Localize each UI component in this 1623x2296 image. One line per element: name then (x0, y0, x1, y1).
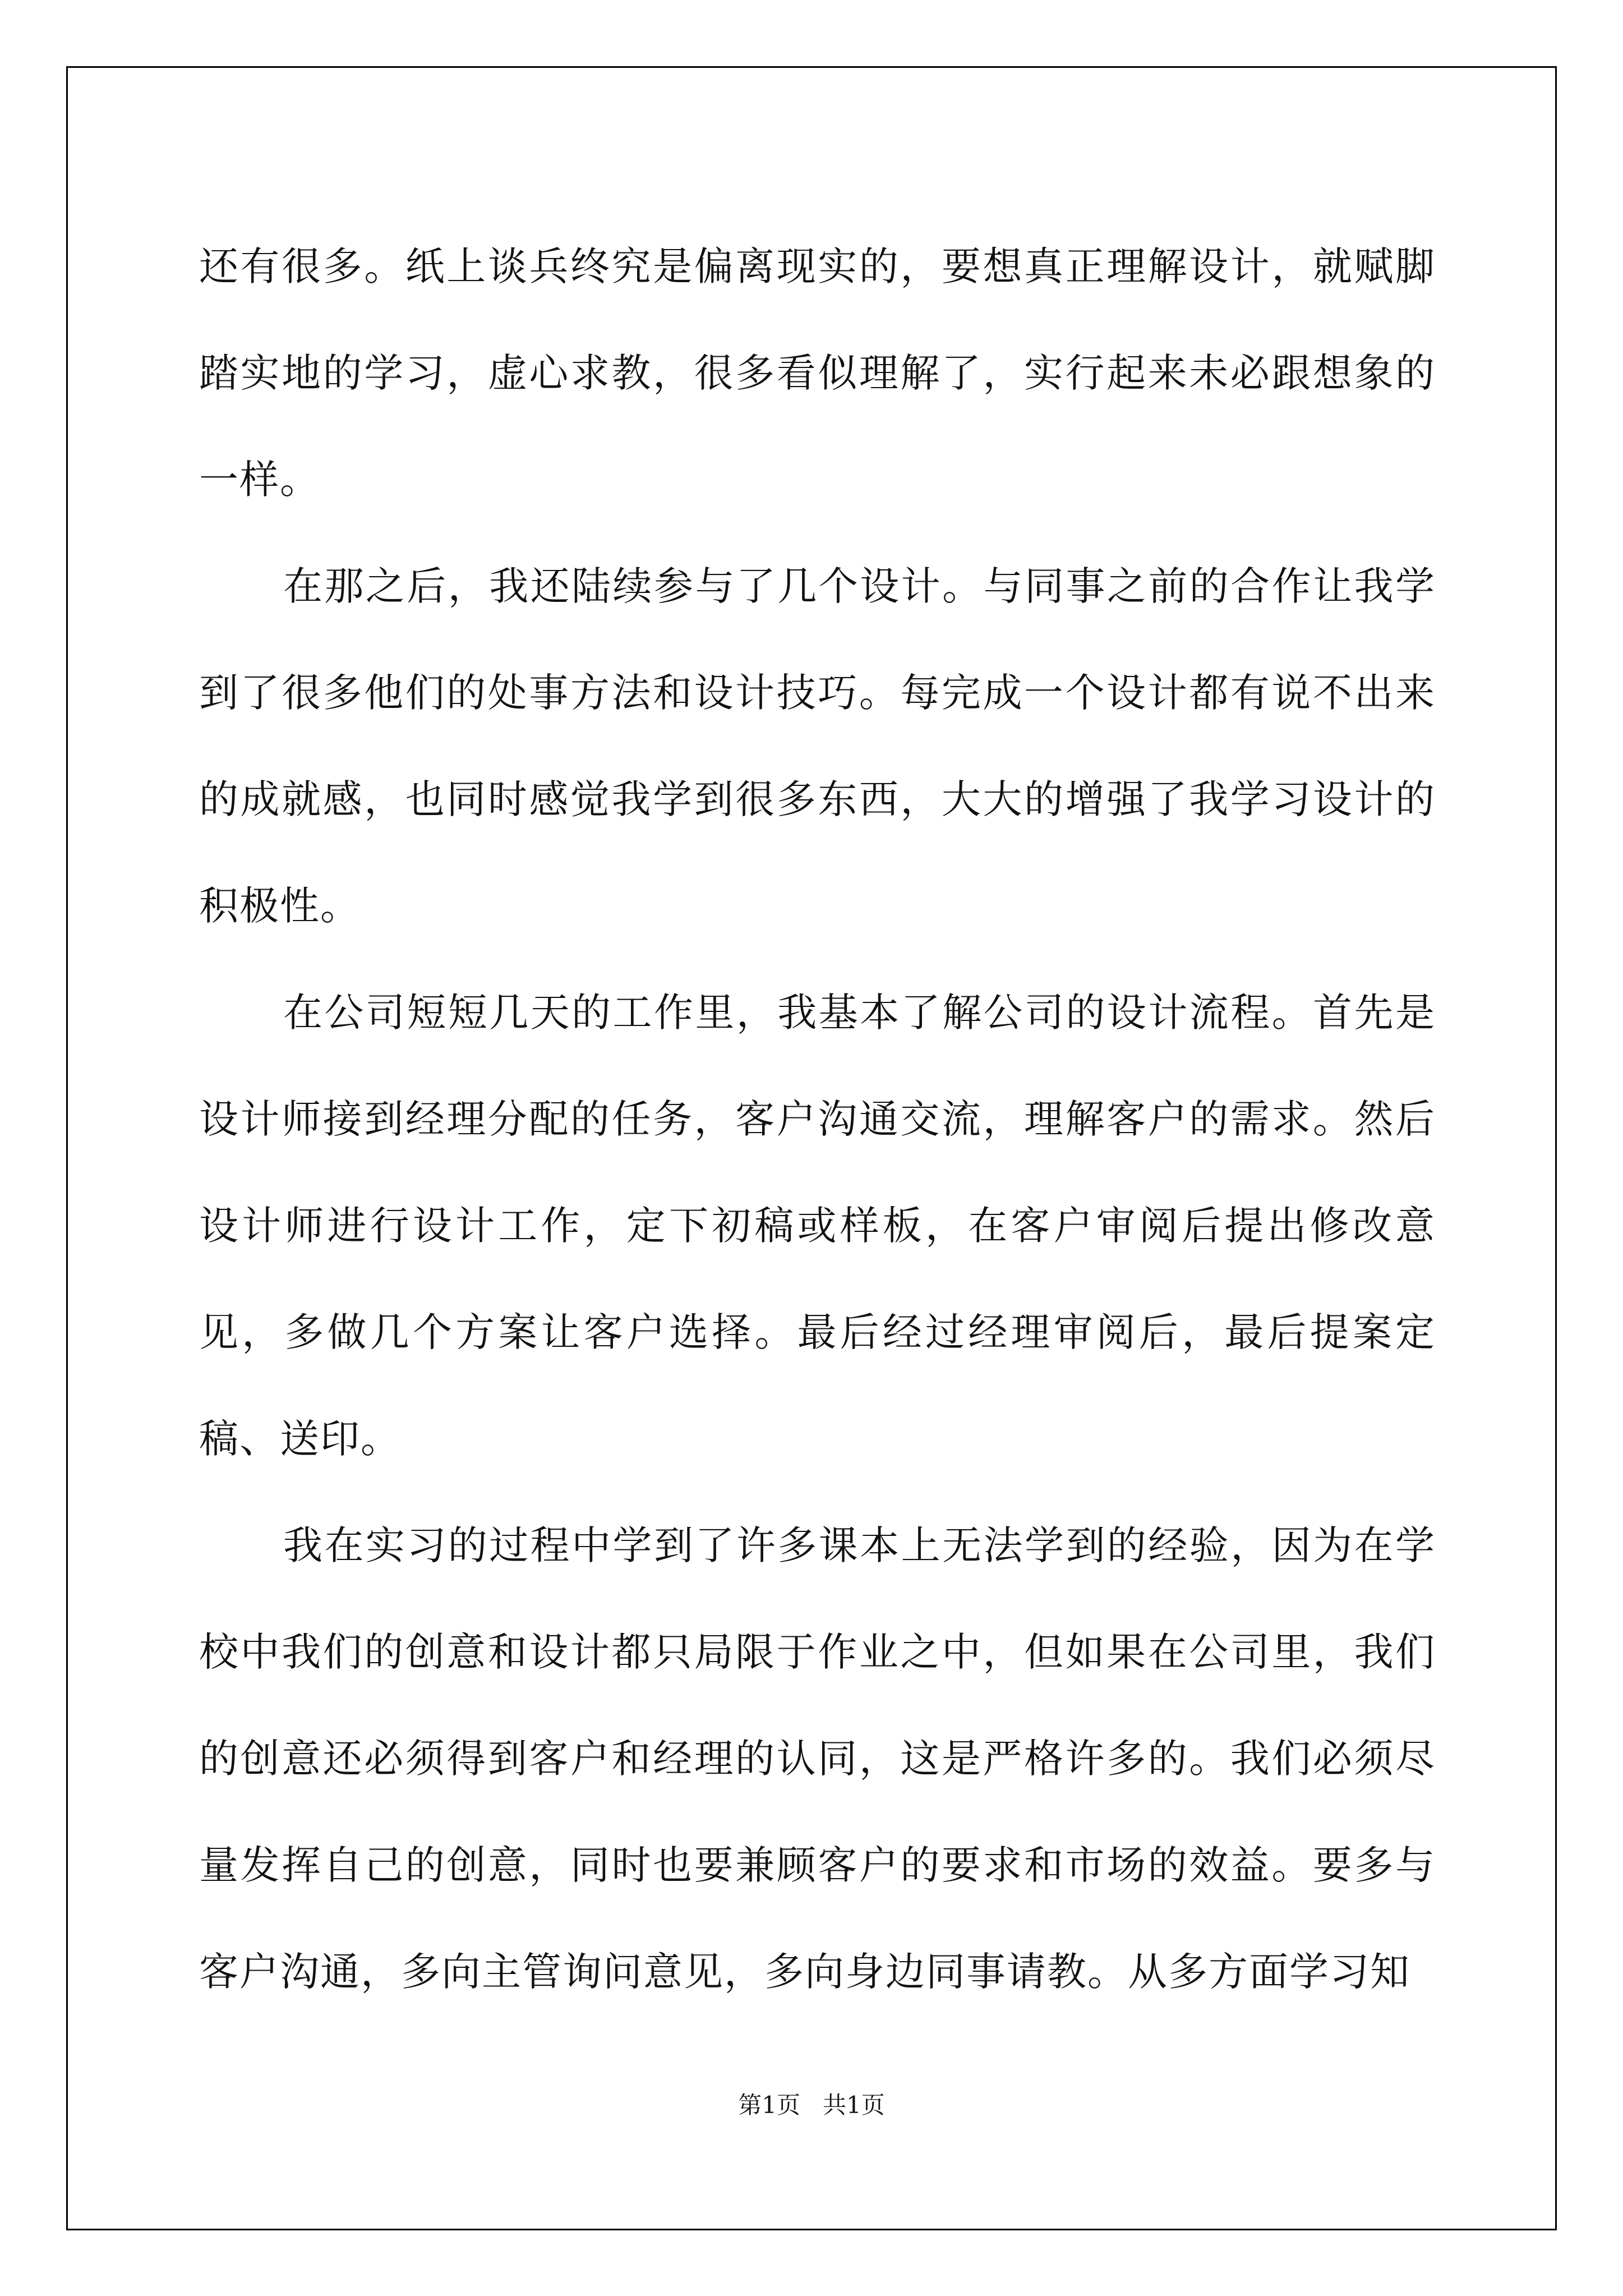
paragraph-4: 我在实习的过程中学到了许多课本上无法学到的经验，因为在学校中我们的创意和设计都只局限于作业之中，但如果在公司里，我们的创意还必须得到客户和经理的认同，这是严格许多的。我们必须尽量发挥自己的创意，同时也要兼顾客户的要求和市场的效益。要多与客户沟通，多向主管询问意见，多向身边同事请教。从多方面学习知 (199, 1522, 1436, 1995)
document-body (199, 213, 1436, 2025)
page-number-footer: 第1页 共1页 (738, 2091, 885, 2119)
paragraph-3: 在公司短短几天的工作里，我基本了解公司的设计流程。首先是设计师接到经理分配的任务，客户沟通交流，理解客户的需求。然后设计师进行设计工作，定下初稿或样板，在客户审阅后提出修改意见，多做几个方案让客户选择。最后经过经理审阅后，最后提案定稿、送印。 (199, 990, 1436, 1462)
paragraph-1: 还有很多。纸上谈兵终究是偏离现实的，要想真正理解设计，就赋脚踏实地的学习，虚心求教，很多看似理解了，实行起来未必跟想象的一样。 (199, 243, 1436, 503)
paragraph-2: 在那之后，我还陆续参与了几个设计。与同事之前的合作让我学到了很多他们的处事方法和设计技巧。每完成一个设计都有说不出来的成就感，也同时感觉我学到很多东西，大大的增强了我学习设计的积极性。 (199, 563, 1436, 929)
